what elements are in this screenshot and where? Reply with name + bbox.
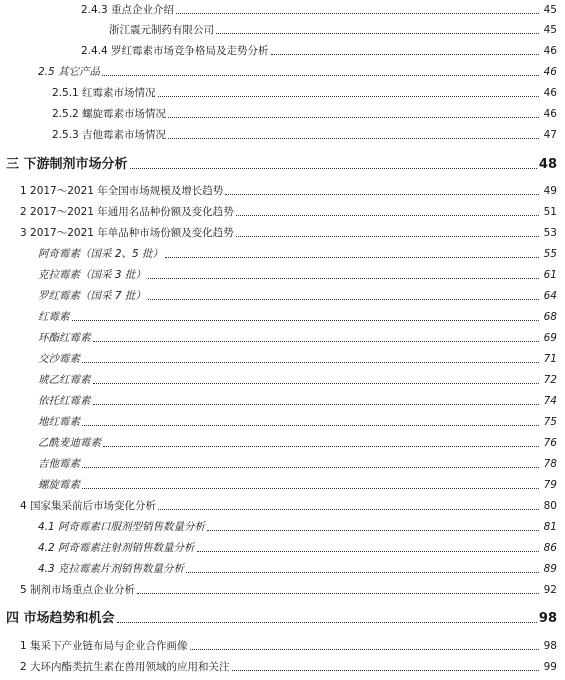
toc-entry-title: 阿奇霉素（国采 2、5 批） [38,248,164,260]
toc-entry-title: 2.5 其它产品 [38,66,101,78]
dot-leader [168,138,539,139]
toc-page-number: 98 [543,640,557,652]
toc-page-number: 79 [543,479,557,491]
toc-page-number: 45 [543,4,557,16]
toc-entry[interactable] [38,415,557,429]
dot-leader [271,54,539,55]
toc-entry-title: 2.5.2 螺旋霉素市场情况 [52,108,167,120]
toc-entry-title: 5 制剂市场重点企业分析 [20,584,136,596]
toc-entry-title: 环酯红霉素 [38,332,91,344]
toc-entry[interactable] [20,226,557,240]
dot-leader [207,530,539,531]
toc-page-number: 80 [543,500,557,512]
dot-leader [103,446,539,447]
toc-entry-title: 2 2017～2021 年通用名品种份额及变化趋势 [20,206,234,218]
dot-leader [225,194,539,195]
toc-entry[interactable] [38,436,557,450]
toc-entry[interactable] [38,331,557,345]
dot-leader [82,467,539,468]
toc-entry-title: 三 下游制剂市场分析 [6,157,128,172]
dot-leader [158,509,539,510]
toc-entry-title: 吉他霉素 [38,458,80,470]
toc-entry[interactable] [81,3,557,17]
toc-entry[interactable] [38,541,557,555]
dot-leader [148,278,539,279]
toc-page-number: 78 [543,458,557,470]
toc-page-number: 47 [543,129,557,141]
toc-entry-title: 2.4.3 重点企业介绍 [81,4,175,16]
toc-page-number: 75 [543,416,557,428]
toc-entry[interactable] [38,520,557,534]
toc-entry[interactable] [20,184,557,198]
dot-leader [165,257,539,258]
toc-page-number: 74 [543,395,557,407]
dot-leader [216,33,539,34]
dot-leader [82,488,539,489]
toc-entry[interactable] [38,457,557,471]
toc-entry[interactable] [38,310,557,324]
toc-entry-title: 1 2017～2021 年全国市场规模及增长趋势 [20,185,224,197]
toc-entry[interactable] [38,65,557,79]
dot-leader [148,299,539,300]
toc-page-number: 68 [543,311,557,323]
toc-entry[interactable] [6,156,557,173]
toc-entry-title: 交沙霉素 [38,353,80,365]
toc-entry[interactable] [38,247,557,261]
dot-leader [137,593,539,594]
toc-entry[interactable] [52,107,557,121]
toc-entry[interactable] [38,289,557,303]
toc-entry[interactable] [38,373,557,387]
toc-page-number: 55 [543,248,557,260]
toc-page-number: 81 [543,521,557,533]
toc-page-number: 61 [543,269,557,281]
toc-page-number: 46 [543,45,557,57]
toc-page-number: 72 [543,374,557,386]
dot-leader [117,622,537,623]
toc-entry-title: 4.2 阿奇霉素注射剂销售数量分析 [38,542,195,554]
toc-page-number: 86 [543,542,557,554]
toc-entry-title: 罗红霉素（国采 7 批） [38,290,146,302]
toc-page-number: 49 [543,185,557,197]
dot-leader [190,649,539,650]
toc-entry-title: 克拉霉素（国采 3 批） [38,269,146,281]
toc-page-number: 64 [543,290,557,302]
toc-page-number: 48 [538,157,557,172]
dot-leader [102,75,539,76]
dot-leader [236,215,539,216]
toc-entry-title: 红霉素 [38,311,70,323]
toc-entry[interactable] [38,268,557,282]
toc-entry-title: 四 市场趋势和机会 [6,611,115,626]
toc-entry-title: 螺旋霉素 [38,479,80,491]
dot-leader [93,341,540,342]
toc-page-number: 89 [543,563,557,575]
toc-entry-title: 乙酰麦迪霉素 [38,437,101,449]
toc-entry-title: 依托红霉素 [38,395,91,407]
toc-entry[interactable] [52,128,557,142]
dot-leader [72,320,540,321]
toc-entry[interactable] [81,44,557,58]
dot-leader [82,425,539,426]
toc-entry-title: 4.1 阿奇霉素口服剂型销售数量分析 [38,521,206,533]
toc-entry-title: 4.3 克拉霉素片剂销售数量分析 [38,563,185,575]
toc-entry[interactable] [20,499,557,513]
toc-entry-title: 4 国家集采前后市场变化分析 [20,500,157,512]
toc-entry[interactable] [20,205,557,219]
toc-entry-title: 琥乙红霉素 [38,374,91,386]
toc-page-number: 69 [543,332,557,344]
toc-entry[interactable] [20,639,557,653]
dot-leader [232,670,539,671]
dot-leader [130,168,537,169]
toc-entry-title: 2.5.3 吉他霉素市场情况 [52,129,167,141]
dot-leader [82,362,539,363]
toc-page-number: 98 [538,611,557,626]
toc-entry-title: 1 集采下产业链布局与企业合作画像 [20,640,188,652]
toc-entry[interactable] [38,352,557,366]
toc-page-number: 92 [543,584,557,596]
dot-leader [186,572,539,573]
toc-page-number: 46 [543,87,557,99]
dot-leader [158,96,539,97]
toc-page-number: 76 [543,437,557,449]
dot-leader [168,117,539,118]
toc-entry-title: 2 大环内酯类抗生素在兽用领域的应用和关注 [20,661,230,673]
toc-entry[interactable] [38,478,557,492]
toc-entry[interactable] [52,86,557,100]
toc-entry-title: 2.5.1 红霉素市场情况 [52,87,156,99]
toc-page-number: 53 [543,227,557,239]
toc-entry-title: 地红霉素 [38,416,80,428]
toc-page-number: 45 [543,24,557,36]
dot-leader [176,13,539,14]
toc-entry-title: 3 2017～2021 年单品种市场份额及变化趋势 [20,227,234,239]
toc-entry[interactable] [109,23,557,37]
toc-entry[interactable] [20,583,557,597]
dot-leader [93,404,540,405]
toc-entry[interactable] [38,562,557,576]
dot-leader [93,383,540,384]
toc-entry[interactable] [20,660,557,674]
toc-entry-title: 2.4.4 罗红霉素市场竞争格局及走势分析 [81,45,269,57]
toc-page-number: 51 [543,206,557,218]
toc-entry[interactable] [38,394,557,408]
toc-entry-title: 浙江震元制药有限公司 [109,24,214,36]
toc-page-number: 46 [543,108,557,120]
toc-page-number: 46 [543,66,557,78]
toc-page-number: 99 [543,661,557,673]
dot-leader [236,236,539,237]
dot-leader [197,551,539,552]
toc-entry[interactable] [6,610,557,627]
toc-page-number: 71 [543,353,557,365]
